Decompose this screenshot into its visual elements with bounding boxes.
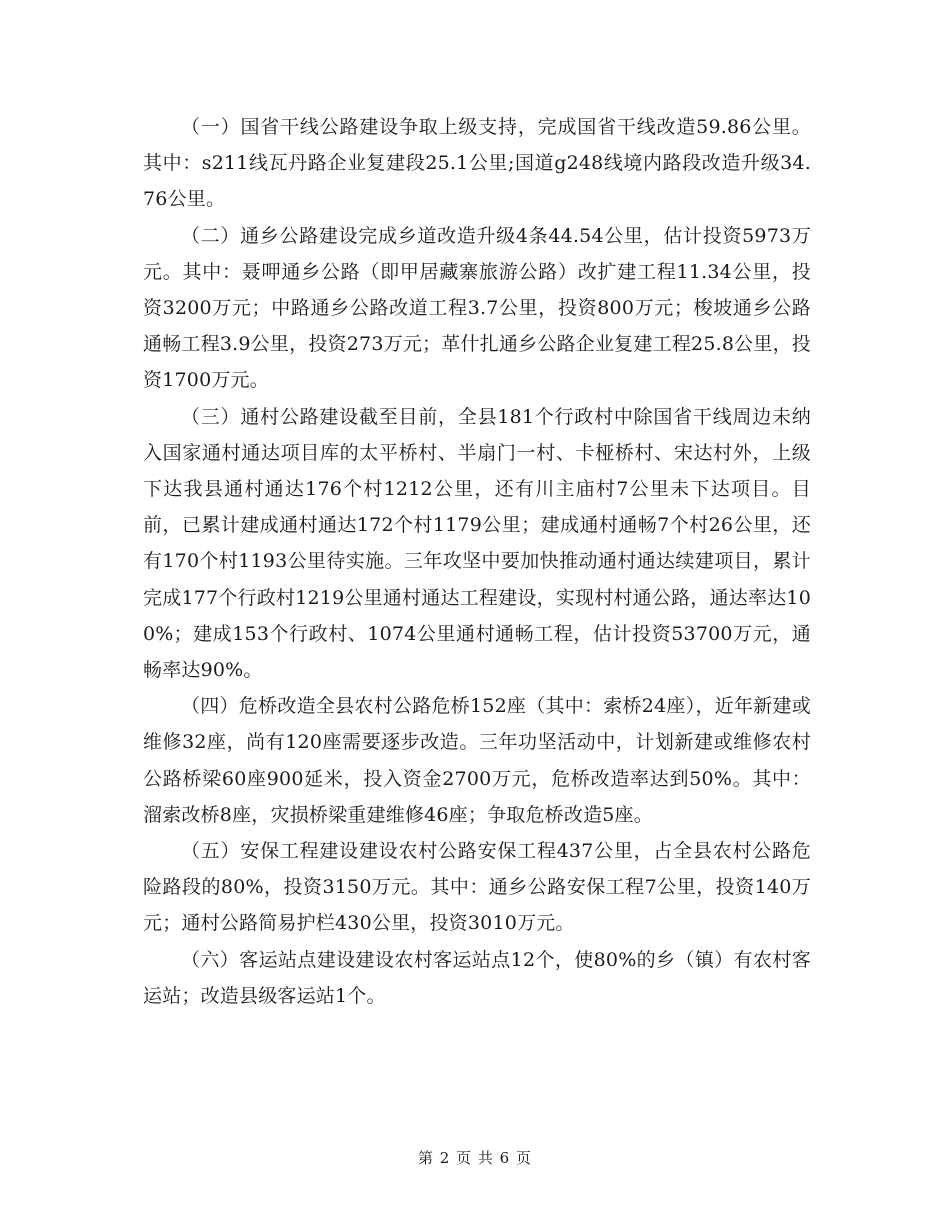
page-number-label: 第 2 页 共 6 页: [418, 1149, 532, 1167]
paragraph-3: （三）通村公路建设截至目前，全县181个行政村中除国省干线周边未纳入国家通村通达项目库的太平桥村、半扇门一村、卡桠桥村、宋达村外，上级下达我县通村通达176个村1212公里，还有川主庙村7公里未下达项目。目前，已累计建成通村通达172个村1179公里；建成通村通畅7个村26公里，还有170个村1193公里待实施。三年攻坚中要加快推动通村通达续建项目，累计完成177个行政村1219公里通村通达工程建设，实现村村通公路，通达率达100%；建成153个行政村、1074公里通村通畅工程，估计投资53700万元，通畅率达90%。: [143, 405, 811, 682]
paragraph-6: （六）客运站点建设建设农村客运站点12个，使80%的乡（镇）有农村客运站；改造县级客运站1个。: [143, 948, 811, 1007]
paragraph-2: （二）通乡公路建设完成乡道改造升级4条44.54公里，估计投资5973万元。其中：聂呷通乡公路（即甲居藏寨旅游公路）改扩建工程11.34公里，投资3200万元；中路通乡公路改道工程3.7公里，投资800万元；梭坡通乡公路通畅工程3.9公里，投资273万元；革什扎通乡公路企业复建工程25.8公里，投资1700万元。: [143, 224, 811, 392]
document-body: [143, 109, 811, 1014]
paragraph-1: （一）国省干线公路建设争取上级支持，完成国省干线改造59.86公里。其中：s211线瓦丹路企业复建段25.1公里;国道g248线境内路段改造升级34.76公里。: [143, 116, 811, 211]
page-footer: [0, 1148, 950, 1168]
paragraph-5: （五）安保工程建设建设农村公路安保工程437公里，占全县农村公路危险路段的80%，投资3150万元。其中：通乡公路安保工程7公里，投资140万元；通村公路简易护栏430公里，投资3010万元。: [143, 840, 811, 935]
paragraph-4: （四）危桥改造全县农村公路危桥152座（其中：索桥24座），近年新建或维修32座，尚有120座需要逐步改造。三年功坚活动中，计划新建或维修农村公路桥梁60座900延米，投入资金2700万元，危桥改造率达到50%。其中：溜索改桥8座，灾损桥梁重建维修46座；争取危桥改造5座。: [143, 695, 811, 826]
